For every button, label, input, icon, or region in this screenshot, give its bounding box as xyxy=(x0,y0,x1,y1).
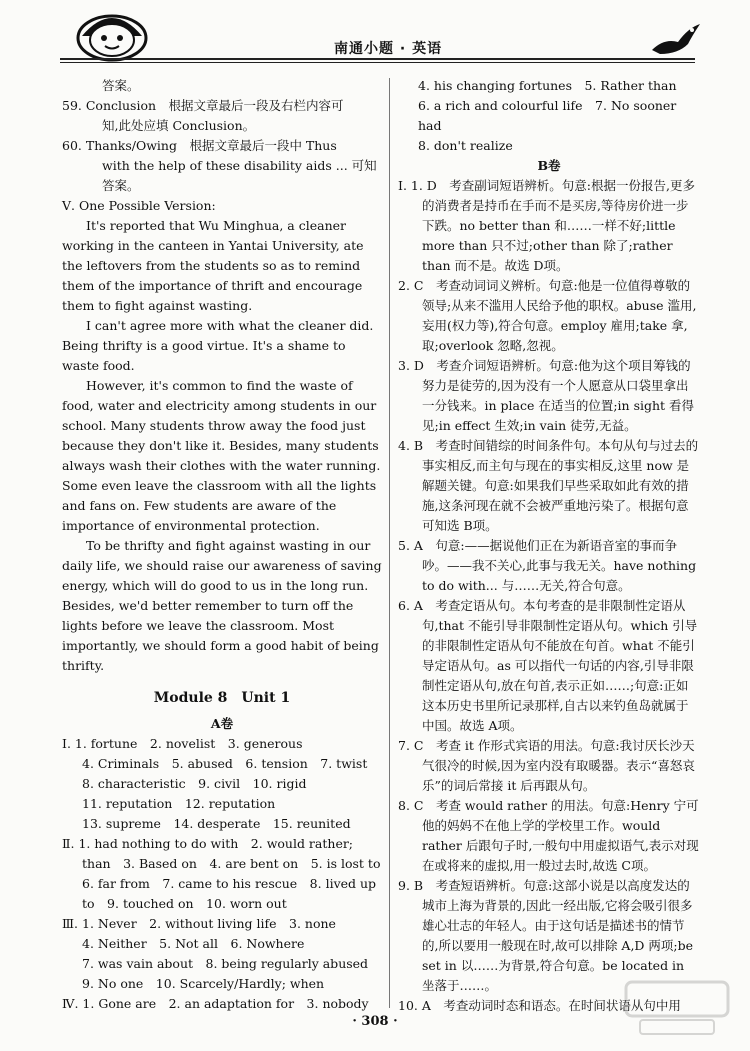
section-a-title: A卷 xyxy=(210,716,234,731)
answer-line: 11. reputation 12. reputation xyxy=(82,796,276,811)
cartoon-face-icon xyxy=(72,8,152,64)
page-title: 南通小题 · 英语 xyxy=(334,41,443,57)
answer-59-cont: 知,此处应填 Conclusion。 xyxy=(102,118,256,133)
answer-line: 9. No one 10. Scarcely/Hardly; when xyxy=(82,976,325,991)
essay-paragraph-1: It's reported that Wu Minghua, a cleaner working in the canteen in Yantai University, ate the leftovers from the students so as to remind them of the importance of thrift and encourage them to fight against wasting. xyxy=(62,218,364,313)
section-b-title: B卷 xyxy=(537,158,561,173)
answer-line: than 3. Based on 4. are bent on 5. is lost to xyxy=(82,856,381,871)
answer-60-end: 答案。 xyxy=(102,178,140,193)
answer-line: Ⅱ. 1. had nothing to do with 2. would rather; xyxy=(62,836,354,851)
essay-heading: Ⅴ. One Possible Version: xyxy=(62,198,216,213)
answer-item-8: 8. C 考查 would rather 的用法。句意:Henry 宁可他的妈妈不在他上学的学校里工作。would rather 后跟句子时,一般句中用虚拟语气,表示对现在或将来的虚拟,用一般过去时,故选 C项。 xyxy=(398,798,699,873)
answer-line: 6. far from 7. came to his rescue 8. lived up xyxy=(82,876,377,891)
answer-60: 60. Thanks/Owing 根据文章最后一段中 Thus xyxy=(62,138,337,153)
module-title: Module 8 Unit 1 xyxy=(153,690,291,706)
answer-item-6: 6. A 考查定语从句。本句考查的是非限制性定语从句,that 不能引导非限制性定语从句。which 引导的非限制性定语从句不能放在句首。what 不能引导定语从句。as 可以指代一句话的内容,引导非限制性定语从句,放在句首,表示正如……;句意:正如这本历史书里所记录那样,自古以来钓鱼岛就属于中国。故选 A项。 xyxy=(398,598,698,733)
answer-item-2: 2. C 考查动词词义辨析。句意:他是一位值得尊敬的领导;从来不滥用人民给予他的职权。abuse 滥用,妄用(权力等),符合句意。employ 雇用;take 拿,取;overlook 忽略,忽视。 xyxy=(398,278,697,353)
answer-item-7: 7. C 考查 it 作形式宾语的用法。句意:我讨厌长沙天气很冷的时候,因为室内没有取暖器。表示“喜怒哀乐”的词后常接 it 后再跟从句。 xyxy=(398,738,695,793)
answer-watermark xyxy=(622,978,732,1038)
essay-paragraph-2: I can't agree more with what the cleaner did. Being thrifty is a good virtue. It's a shame to waste food. xyxy=(62,318,374,373)
answer-line: 4. his changing fortunes 5. Rather than xyxy=(418,78,677,93)
answer-line: 7. was vain about 8. being regularly abused xyxy=(82,956,369,971)
answer-59: 59. Conclusion 根据文章最后一段及右栏内容可 xyxy=(62,98,344,113)
answer-item-4: 4. B 考查时间错综的时间条件句。本句从句与过去的事实相反,而主句与现在的事实相反,这里 now 是解题关键。句意:如果我们早些采取如此有效的措施,这条河现在就不会被严重地污染了。根据句意可知选 B项。 xyxy=(398,438,699,533)
column-divider xyxy=(389,78,390,1008)
right-column xyxy=(398,76,700,1016)
header-rule-thin xyxy=(60,62,695,63)
answer-line: 8. don't realize xyxy=(418,138,513,153)
answer-item-9: 9. B 考查短语辨析。句意:这部小说是以高度发达的城市上海为背景的,因此一经出版,它将会吸引很多雄心壮志的年轻人。由于这句话是描述书的情节的,所以要用一般现在时,故可以排除 A,D 两项;be set in 以……为背景,符合句意。be located in 坐落于……。 xyxy=(398,878,694,993)
answer-item-3: 3. D 考查介词短语辨析。句意:他为这个项目筹钱的努力是徒劳的,因为没有一个人愿意从口袋里拿出一分钱来。in place 在适当的位置;in sight 看得见;in effect 生效;in vain 徒劳,无益。 xyxy=(398,358,695,433)
answer-line: 答案。 xyxy=(102,78,140,93)
answer-line: 8. characteristic 9. civil 10. rigid xyxy=(82,776,307,791)
answer-60-cont: with the help of these disability aids ... 可知 xyxy=(102,158,377,173)
answer-item-1: Ⅰ. 1. D 考查副词短语辨析。句意:根据一份报告,更多的消费者是持币在手而不是买房,等待房价进一步下跌。no better than 和……一样不好;little more than 只不过;other than 除了;rather than 而不是。故选 D项。 xyxy=(398,178,695,273)
header-rule xyxy=(60,58,695,60)
left-column xyxy=(62,76,382,1014)
answer-line: Ⅲ. 1. Never 2. without living life 3. none xyxy=(62,916,336,931)
essay-paragraph-4: To be thrifty and fight against wasting in our daily life, we should raise our awareness of saving energy, which will do good to us in the long run. Besides, we'd better remember to turn off the lights before we leave the classroom. Most importantly, we should form a good habit of being thrifty. xyxy=(62,538,382,673)
essay-paragraph-3: However, it's common to find the waste of food, water and electricity among students in our school. Many students throw away the food just because they don't like it. Besides, many students always wash their clothes with the water running. Some even leave the classroom with all the lights and fans on. Few students are aware of the importance of environmental protection. xyxy=(62,378,381,533)
answer-item-5: 5. A 句意:——据说他们正在为新语音室的事而争吵。——我不关心,此事与我无关。have nothing to do with... 与……无关,符合句意。 xyxy=(398,538,697,593)
answer-line: 4. Criminals 5. abused 6. tension 7. twist xyxy=(82,756,368,771)
answer-line: Ⅰ. 1. fortune 2. novelist 3. generous xyxy=(62,736,303,751)
answer-line: 6. a rich and colourful life 7. No sooner had xyxy=(418,98,677,133)
bird-icon xyxy=(648,20,702,60)
answer-item-10: 10. A 考查动词时态和语态。在时间状语从句中用 xyxy=(398,998,681,1013)
answer-line: 13. supreme 14. desperate 15. reunited xyxy=(82,816,351,831)
answer-line: to 9. touched on 10. worn out xyxy=(82,896,287,911)
page-number: · 308 · xyxy=(352,1014,398,1029)
answer-line: 4. Neither 5. Not all 6. Nowhere xyxy=(82,936,305,951)
page-header xyxy=(0,0,750,70)
answer-line: Ⅳ. 1. Gone are 2. an adaptation for 3. nobody xyxy=(62,996,369,1011)
